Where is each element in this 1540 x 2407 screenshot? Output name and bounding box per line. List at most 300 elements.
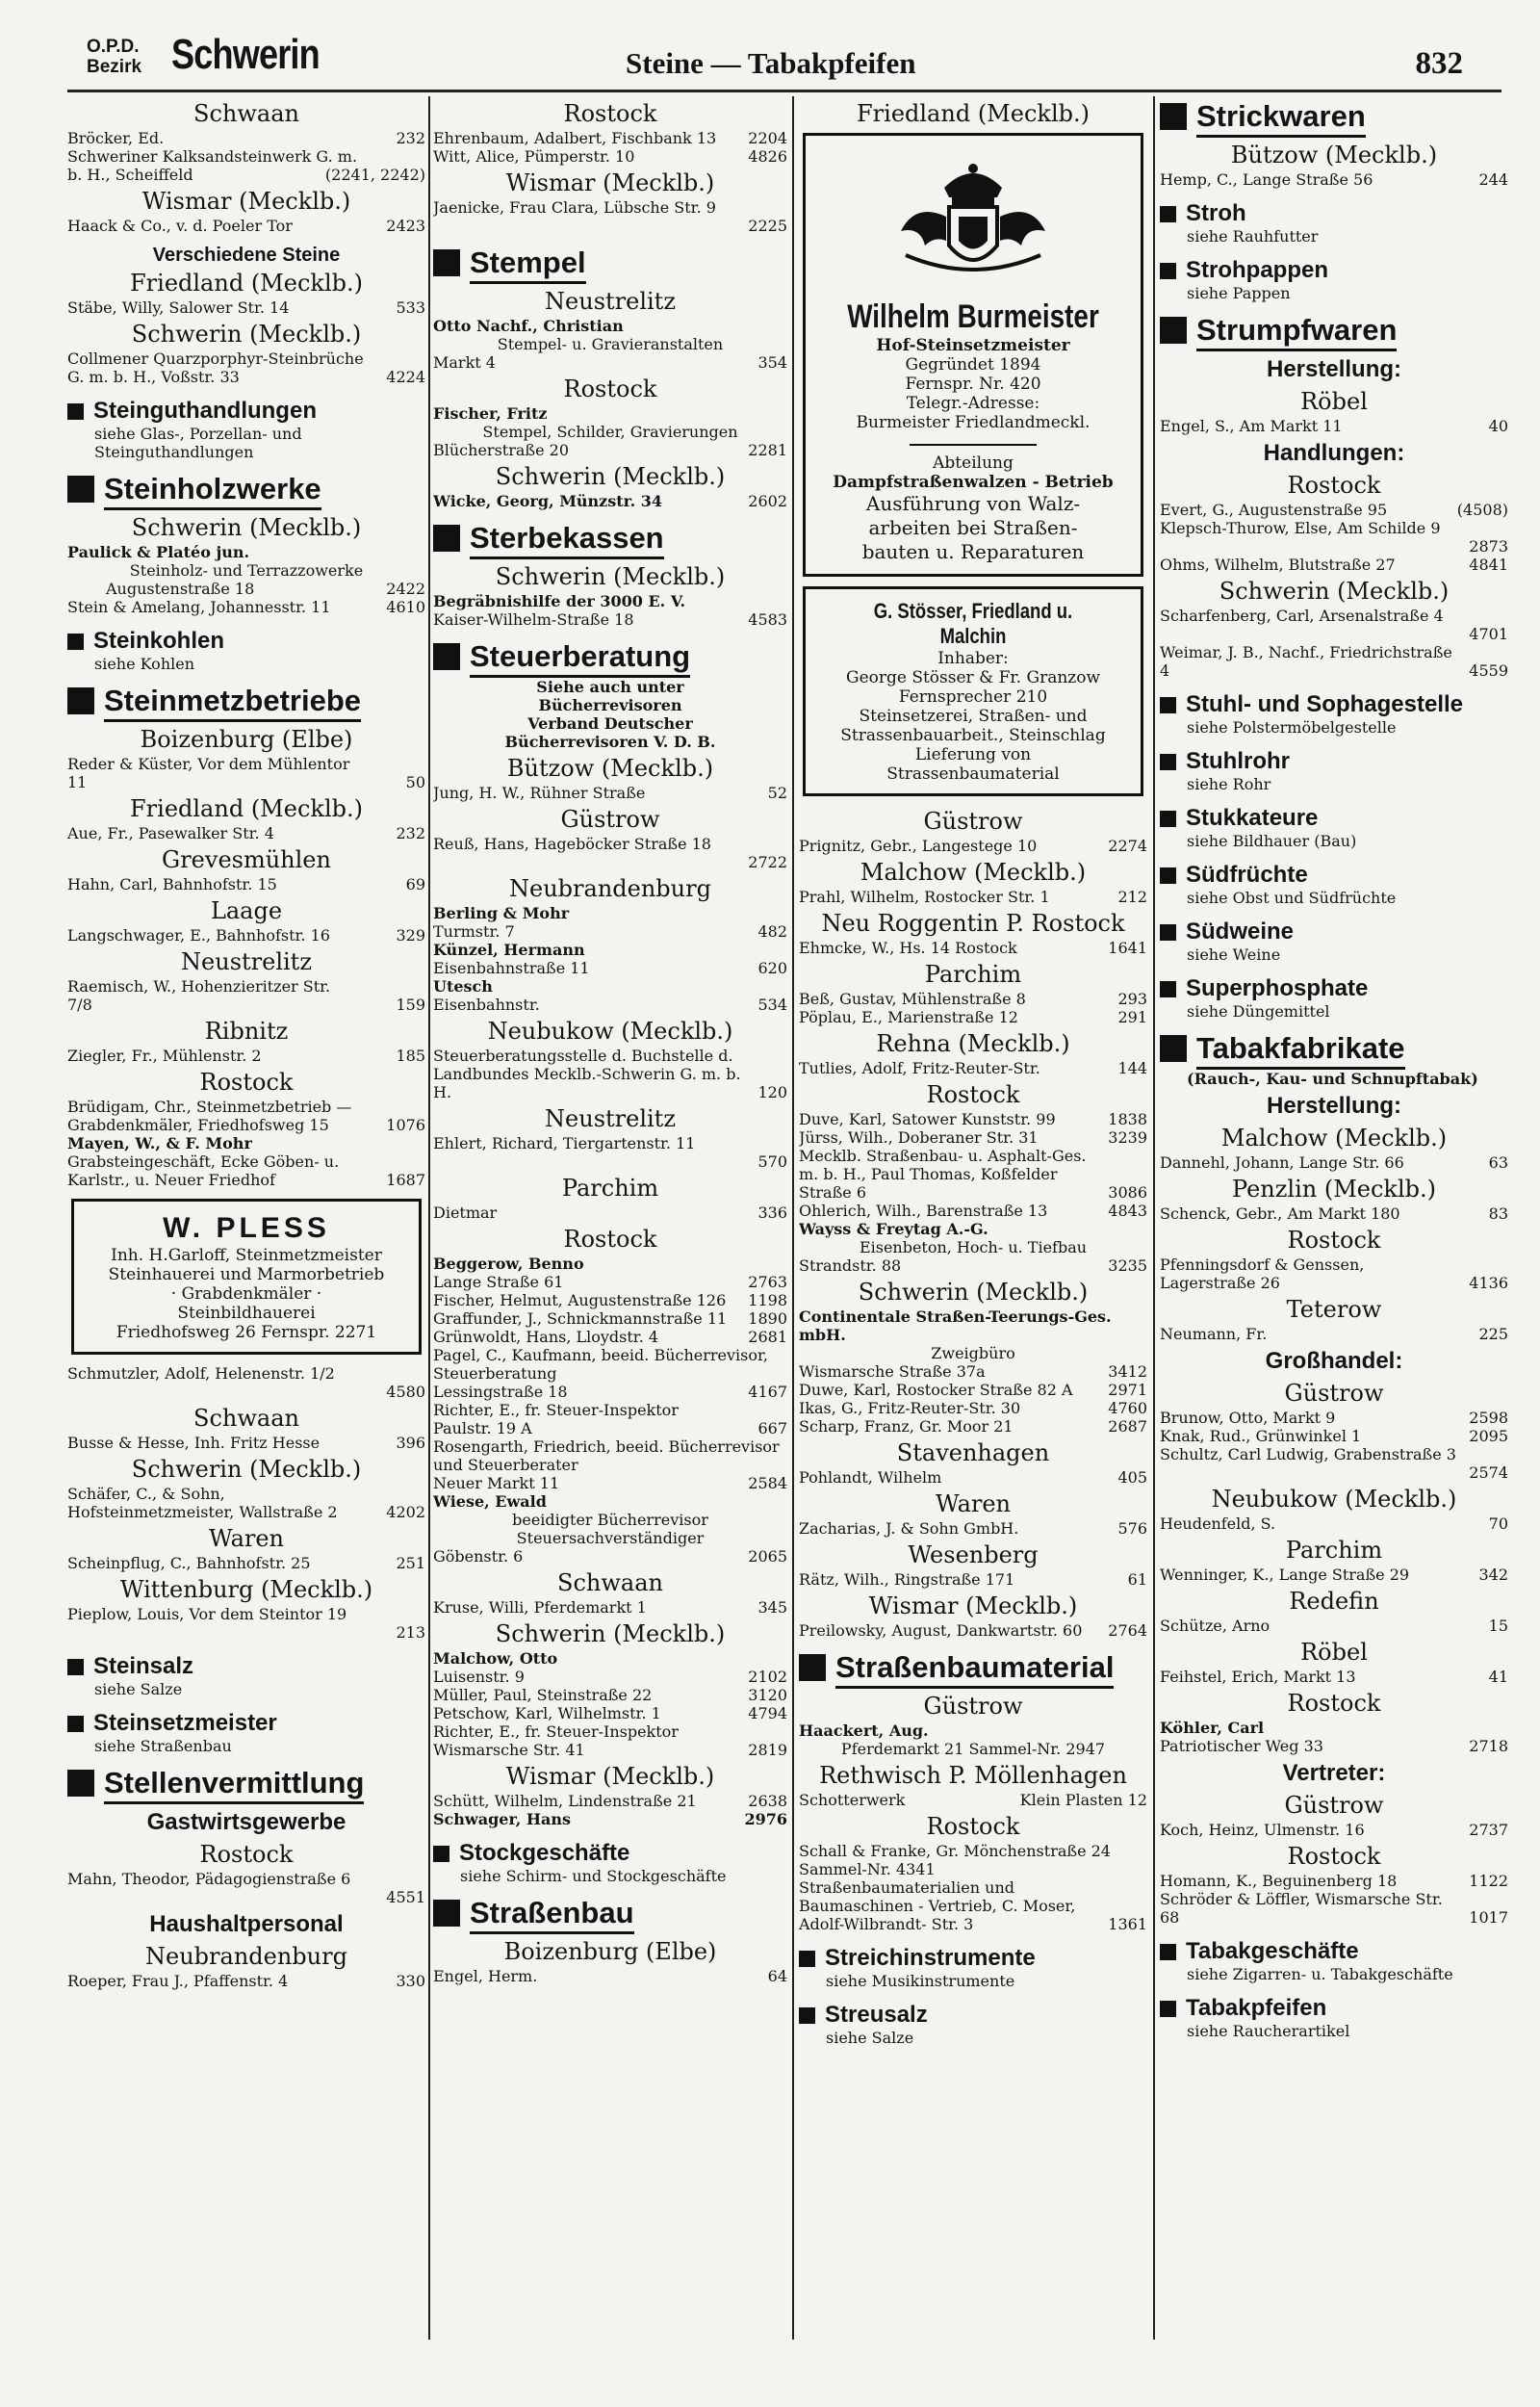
ad-line: Lieferung von (914, 745, 1032, 764)
location-heading: Güstrow (560, 806, 660, 833)
bullet-square-icon (67, 1659, 84, 1675)
listing-detail: beeidigter Bücherrevisor (512, 1511, 708, 1529)
category-heading: Strumpfwaren (1160, 314, 1508, 351)
location-heading: Schwerin (Mecklb.) (495, 463, 726, 490)
cross-reference: siehe Düngemittel (1187, 1002, 1330, 1021)
ad-line: · Grabdenkmäler · (170, 1284, 322, 1304)
location-heading: Teterow (1286, 1296, 1382, 1323)
listing-detail: Steuersachverständiger (516, 1529, 705, 1547)
category-heading: Strohpappen (1160, 257, 1508, 284)
listing-entry: Knak, Rud., Grünwinkel 1 2095 (1160, 1427, 1508, 1445)
page-header (67, 33, 1502, 92)
listing-entry: Engel, S., Am Markt 11 40 (1160, 417, 1508, 435)
location-heading: Schwaan (193, 1405, 299, 1432)
cross-reference: siehe Salze (94, 1680, 183, 1698)
location-heading: Schwerin (Mecklb.) (131, 1456, 362, 1483)
listing-entry: Heudenfeld, S. 70 (1160, 1514, 1508, 1533)
listing-entry: Neumann, Fr. 225 (1160, 1325, 1508, 1343)
listing-entry: Wismarsche Str. 41 2819 (433, 1741, 787, 1759)
category-heading: Südweine (1160, 919, 1508, 945)
location-heading: Schwerin (Mecklb.) (131, 321, 362, 348)
location-heading: Rostock (926, 1813, 1020, 1840)
listing-entry: Scharp, Franz, Gr. Moor 21 2687 (799, 1417, 1147, 1436)
ad-line: Inh. H.Garloff, Steinmetzmeister (111, 1246, 382, 1265)
listing-entry: Duwe, Karl, Rostocker Straße 82 A 2971 (799, 1381, 1147, 1399)
page-number: 832 (1415, 46, 1463, 81)
listing-entry: Brunow, Otto, Markt 9 2598 (1160, 1409, 1508, 1427)
listing-entry: Rosengarth, Friedrich, beeid. Bücherrevisor und Steuerberater (433, 1437, 780, 1474)
category-heading: Tabakfabrikate (1160, 1032, 1508, 1070)
listing-entry: Reder & Küster, Vor dem Mühlentor (67, 755, 350, 773)
listing-number: 2873 (1469, 537, 1508, 556)
cross-reference: siehe Pappen (1187, 284, 1291, 302)
subcategory-heading: Herstellung: (1266, 356, 1401, 382)
listing-entry: Schweriner Kalksandsteinwerk G. m. (67, 147, 358, 166)
listing-entry: Begräbnishilfe der 3000 E. V. (433, 592, 686, 610)
bullet-square-icon (799, 2007, 815, 2024)
listing-entry: Engel, Herm. 64 (433, 1967, 787, 1985)
location-heading: Rostock (1287, 1227, 1381, 1254)
subcategory-heading: Großhandel: (1265, 1348, 1403, 1374)
location-heading: Rethwisch P. Möllenhagen (819, 1762, 1127, 1789)
listing-entry: Wayss & Freytag A.-G. (799, 1220, 988, 1238)
district-line-1: O.P.D. (87, 37, 140, 57)
ad-line: Telegr.-Adresse: (906, 394, 1040, 413)
column-rule (1153, 96, 1155, 2340)
advertisement-stoesser (803, 586, 1143, 796)
listing-entry: Wismarsche Straße 37a 3412 (799, 1362, 1147, 1381)
listing-number: 2225 (748, 217, 787, 235)
ad-line: Steinhauerei und Marmorbetrieb (108, 1265, 385, 1284)
bullet-square-icon (799, 1951, 815, 1967)
category-heading: Streichinstrumente (799, 1945, 1147, 1972)
listing-entry: Blücherstraße 20 2281 (433, 441, 787, 459)
bullet-square-icon (1160, 924, 1176, 941)
ad-line: Gegründet 1894 (905, 355, 1041, 375)
ad-line: arbeiten bei Straßen- (868, 516, 1078, 539)
listing-entry: Schenck, Gebr., Am Markt 180 83 (1160, 1204, 1508, 1223)
listing-entry: Petschow, Karl, Wilhelmstr. 1 4794 (433, 1704, 787, 1722)
listing-entry: Künzel, Hermann (433, 941, 585, 959)
listing-entry: Haackert, Aug. (799, 1721, 929, 1740)
category-heading: Straßenbaumaterial (799, 1651, 1147, 1689)
listing-entry: Wenninger, K., Lange Straße 29 342 (1160, 1566, 1508, 1584)
listing-entry: Luisenstr. 9 2102 (433, 1668, 787, 1686)
listing-entry: Augustenstraße 18 2422 (106, 580, 425, 598)
listing-entry: Eisenbahnstr. 534 (433, 996, 787, 1014)
ad-line: Abteilung (933, 453, 1014, 473)
bullet-square-icon (433, 1846, 449, 1862)
listing-entry: Ehmcke, W., Hs. 14 Rostock 1641 (799, 939, 1147, 957)
ad-line: George Stösser & Fr. Granzow (845, 668, 1101, 687)
location-heading: Neustrelitz (545, 1105, 676, 1132)
listing-entry: Feihstel, Erich, Markt 13 41 (1160, 1668, 1508, 1686)
listing-entry: Aue, Fr., Pasewalker Str. 4 232 (67, 824, 425, 842)
listing-entry: b. H., Scheiffeld (2241, 2242) (67, 166, 425, 184)
listing-entry: Fischer, Helmut, Augustenstraße 126 1198 (433, 1291, 787, 1309)
listing-entry: Mahn, Theodor, Pädagogienstraße 6 (67, 1870, 351, 1888)
advertisement-pless (71, 1199, 422, 1355)
category-heading: Sterbekassen (433, 522, 787, 559)
listing-entry: Scheinpflug, C., Bahnhofstr. 25 251 (67, 1554, 425, 1572)
ad-line: Strassenbauarbeit., Steinschlag (840, 726, 1106, 745)
location-heading: Röbel (1300, 1639, 1368, 1666)
listing-detail: Steinholz- und Terrazzowerke (129, 561, 364, 580)
listing-entry: Schall & Franke, Gr. Mönchenstraße 24 Sammel-Nr. 4341 (799, 1842, 1111, 1878)
column-3 (799, 96, 1147, 2388)
listing-entry: Wiese, Ewald (433, 1492, 547, 1511)
coat-of-arms-icon (877, 149, 1069, 294)
listing-entry: Utesch (433, 977, 493, 996)
listing-entry: Hemp, C., Lange Straße 56 244 (1160, 170, 1508, 189)
listing-entry: Pohlandt, Wilhelm 405 (799, 1468, 1147, 1487)
bullet-square-icon (1160, 754, 1176, 770)
listing-entry: Markt 4 354 (433, 353, 787, 372)
listing-entry: Schütze, Arno 15 (1160, 1617, 1508, 1635)
listing-entry: Schwager, Hans 2976 (433, 1810, 787, 1828)
listing-detail: Stempel, Schilder, Gravierungen (482, 423, 738, 441)
listing-entry: Jaenicke, Frau Clara, Lübsche Str. 9 (433, 198, 716, 217)
listing-entry: Grünwoldt, Hans, Lloydstr. 4 2681 (433, 1328, 787, 1346)
listing-entry: Paulick & Platéo jun. (67, 543, 250, 561)
location-heading: Bützow (Mecklb.) (506, 755, 714, 782)
location-heading: Waren (935, 1490, 1012, 1517)
listing-entry: Mecklb. Straßenbau- u. Asphalt-Ges. m. b. H., Paul Thomas, Koßfelder Straße 6 3086 (799, 1147, 1147, 1202)
listing-entry: Beggerow, Benno (433, 1255, 584, 1273)
listing-entry: Schotterwerk Klein Plasten 12 (799, 1791, 1147, 1809)
listing-entry: Schröder & Löffler, Wismarsche Str. 68 1017 (1160, 1890, 1508, 1927)
ad-line: Friedhofsweg 26 Fernspr. 2271 (116, 1323, 377, 1342)
location-heading: Penzlin (Mecklb.) (1232, 1176, 1436, 1203)
category-heading: Steinguthandlungen (67, 398, 425, 425)
listing-entry: Köhler, Carl (1160, 1719, 1265, 1737)
bullet-square-icon (433, 643, 460, 670)
listing-entry: Richter, E., fr. Steuer-Inspektor (433, 1401, 679, 1419)
cross-reference: siehe Rohr (1187, 775, 1271, 793)
bullet-square-icon (67, 476, 94, 503)
category-heading: Streusalz (799, 2002, 1147, 2029)
location-heading: Neubrandenburg (509, 875, 711, 902)
listing-detail: Pferdemarkt 21 Sammel-Nr. 2947 (840, 1740, 1106, 1758)
listing-entry: Tutlies, Adolf, Fritz-Reuter-Str. 144 (799, 1059, 1147, 1077)
listing-entry: Roeper, Frau J., Pfaffenstr. 4 330 (67, 1972, 425, 1990)
column-rule (428, 96, 430, 2340)
listing-entry: Schmutzler, Adolf, Helenenstr. 1/2 (67, 1364, 335, 1383)
column-4 (1160, 96, 1508, 2388)
listing-number: 213 (396, 1623, 425, 1642)
listing-detail: Eisenbeton, Hoch- u. Tiefbau (859, 1238, 1088, 1256)
category-heading: Stuhlrohr (1160, 748, 1508, 775)
listing-entry: Rätz, Wilh., Ringstraße 171 61 (799, 1570, 1147, 1589)
listing-entry: Zacharias, J. & Sohn GmbH. 576 (799, 1519, 1147, 1538)
location-heading: Friedland (Mecklb.) (130, 795, 363, 822)
subcategory-heading: Haushaltpersonal (149, 1911, 344, 1937)
cross-reference: siehe Weine (1187, 945, 1281, 964)
listing-entry: Kaiser-Wilhelm-Straße 18 4583 (433, 610, 787, 629)
bullet-square-icon (1160, 867, 1176, 884)
listing-entry: Pagel, C., Kaufmann, beeid. Bücherrevisor, Steuerberatung (433, 1346, 768, 1383)
listing-entry: Steuerberatungsstelle d. Buchstelle d. Landbundes Mecklb.-Schwerin G. m. b. H. 120 (433, 1047, 787, 1101)
ad-line: Fernspr. Nr. 420 (905, 375, 1041, 394)
bullet-square-icon (1160, 2001, 1176, 2017)
listing-number: 4551 (386, 1888, 425, 1906)
location-heading: Rostock (563, 375, 657, 402)
bullet-square-icon (433, 1900, 460, 1927)
cross-reference: siehe Zigarren- u. Tabakgeschäfte (1187, 1965, 1453, 1983)
subcategory-heading: Verschiedene Steine (152, 245, 341, 266)
ad-line: Steinbildhauerei (177, 1304, 316, 1323)
category-heading: Steinmetzbetriebe (67, 685, 425, 722)
listing-entry: Strandstr. 88 3235 (799, 1256, 1147, 1275)
listing-entry: Jung, H. W., Rühner Straße 52 (433, 784, 787, 802)
listing-entry: Busse & Hesse, Inh. Fritz Hesse 396 (67, 1434, 425, 1452)
listing-entry: Ehrenbaum, Adalbert, Fischbank 13 2204 (433, 129, 787, 147)
location-heading: Rostock (563, 100, 657, 127)
subcategory-heading: Gastwirtsgewerbe (146, 1809, 346, 1835)
bullet-square-icon (433, 249, 460, 276)
listing-entry: Ikas, G., Fritz-Reuter-Str. 30 4760 (799, 1399, 1147, 1417)
category-heading: Superphosphate (1160, 975, 1508, 1002)
bullet-square-icon (1160, 263, 1176, 279)
listing-entry: Grabsteingeschäft, Ecke Göben- u. Karlstr., u. Neuer Friedhof 1687 (67, 1152, 425, 1189)
listing-entry: Ohms, Wilhelm, Blutstraße 27 4841 (1160, 556, 1508, 574)
cross-reference: Bücherrevisoren (538, 696, 682, 714)
cross-reference: siehe Musikinstrumente (826, 1972, 1015, 1990)
location-heading: Ribnitz (204, 1018, 289, 1045)
bullet-square-icon (67, 1770, 94, 1797)
cross-reference: siehe Salze (826, 2029, 914, 2047)
listing-entry: Pöplau, E., Marienstraße 12 291 (799, 1008, 1147, 1026)
listing-entry: Schultz, Carl Ludwig, Grabenstraße 3 (1160, 1445, 1456, 1463)
category-heading: Tabakpfeifen (1160, 1995, 1508, 2022)
listing-entry: Müller, Paul, Steinstraße 22 3120 (433, 1686, 787, 1704)
location-heading: Neu Roggentin P. Rostock (821, 910, 1125, 937)
listing-entry: Koch, Heinz, Ulmenstr. 16 2737 (1160, 1821, 1508, 1839)
location-heading: Friedland (Mecklb.) (857, 100, 1090, 127)
category-heading: Tabakgeschäfte (1160, 1938, 1508, 1965)
location-heading: Güstrow (1284, 1792, 1384, 1819)
cross-reference: (Rauch-, Kau- und Schnupftabak) (1187, 1070, 1478, 1088)
location-heading: Waren (208, 1525, 285, 1552)
location-heading: Schwerin (Mecklb.) (1219, 578, 1450, 605)
location-heading: Schwerin (Mecklb.) (495, 563, 726, 590)
ad-line: Hof-Steinsetzmeister (876, 336, 1070, 355)
category-heading: Steinkohlen (67, 628, 425, 655)
cross-reference: siehe Rauhfutter (1187, 227, 1319, 246)
listing-entry: Straßenbaumaterialien und Baumaschinen - Vertrieb, C. Moser, Adolf-Wilbrandt- Str. 3 1361 (799, 1878, 1147, 1933)
location-heading: Neubrandenburg (145, 1943, 347, 1970)
location-heading: Friedland (Mecklb.) (130, 270, 363, 297)
cross-reference: siehe Schirm- und Stockgeschäfte (460, 1867, 727, 1885)
bullet-square-icon (433, 525, 460, 552)
listing-entry: Reuß, Hans, Hageböcker Straße 18 (433, 835, 711, 853)
category-heading: Steinsetzmeister (67, 1710, 425, 1737)
bullet-square-icon (1160, 206, 1176, 222)
location-heading: Malchow (Mecklb.) (1220, 1125, 1448, 1152)
listing-entry: Beß, Gustav, Mühlenstraße 8 293 (799, 990, 1147, 1008)
location-heading: Rostock (926, 1081, 1020, 1108)
cross-reference: Siehe auch unter (536, 678, 684, 696)
listing-entry: Schütt, Wilhelm, Lindenstraße 21 2638 (433, 1792, 787, 1810)
page-range-title: Steine — Tabakpfeifen (626, 46, 916, 80)
district-city: Schwerin (171, 31, 320, 78)
category-heading: Stukkateure (1160, 805, 1508, 832)
listing-entry: Graffunder, J., Schnickmannstraße 11 1890 (433, 1309, 787, 1328)
location-heading: Neubukow (Mecklb.) (487, 1018, 733, 1045)
location-heading: Stavenhagen (896, 1439, 1050, 1466)
listing-entry: Duve, Karl, Satower Kunststr. 99 1838 (799, 1110, 1147, 1128)
location-heading: Grevesmühlen (162, 846, 331, 873)
location-heading: Röbel (1300, 388, 1368, 415)
listing-detail: Zweigbüro (931, 1344, 1015, 1362)
listing-entry: Lessingstraße 18 4167 (433, 1383, 787, 1401)
ad-line: Burmeister Friedlandmeckl. (856, 413, 1091, 432)
ad-line: Inhaber: (937, 649, 1009, 668)
subcategory-heading: Herstellung: (1266, 1093, 1401, 1119)
ad-company-name: G. Stösser, Friedland u. Malchin (873, 599, 1073, 648)
listing-entry: Ziegler, Fr., Mühlenstr. 2 185 (67, 1047, 425, 1065)
category-heading: Stempel (433, 246, 787, 284)
listing-entry: Wicke, Georg, Münzstr. 34 2602 (433, 492, 787, 510)
category-heading: Südfrüchte (1160, 862, 1508, 889)
cross-reference: siehe Obst und Südfrüchte (1187, 889, 1397, 907)
listing-entry: Schäfer, C., & Sohn, Hofsteinmetzmeister, Wallstraße 2 4202 (67, 1485, 425, 1521)
location-heading: Wismar (Mecklb.) (505, 1763, 715, 1790)
advertisement-burmeister (803, 133, 1143, 577)
location-heading: Parchim (561, 1175, 659, 1202)
category-heading: Stuhl- und Sophagestelle (1160, 691, 1508, 718)
listing-entry: Hahn, Carl, Bahnhofstr. 15 69 (67, 875, 425, 893)
listing-entry: Raemisch, W., Hohenzieritzer Str. (67, 977, 331, 996)
location-heading: Wismar (Mecklb.) (505, 169, 715, 196)
bullet-square-icon (1160, 697, 1176, 713)
ad-line: bauten u. Reparaturen (861, 540, 1085, 563)
column-1 (67, 96, 425, 2388)
listing-entry: Preilowsky, August, Dankwartstr. 60 2764 (799, 1621, 1147, 1640)
bullet-square-icon (67, 403, 84, 420)
location-heading: Schwerin (Mecklb.) (858, 1279, 1089, 1306)
listing-entry: Haack & Co., v. d. Poeler Tor 2423 (67, 217, 425, 235)
location-heading: Rostock (1287, 472, 1381, 499)
bullet-square-icon (1160, 981, 1176, 997)
location-heading: Rostock (1287, 1843, 1381, 1870)
location-heading: Malchow (Mecklb.) (860, 859, 1087, 886)
location-heading: Boizenburg (Elbe) (140, 726, 353, 753)
listing-entry: Stäbe, Willy, Salower Str. 14 533 (67, 298, 425, 317)
column-rule (792, 96, 794, 2340)
listing-entry: Prahl, Wilhelm, Rostocker Str. 1 212 (799, 888, 1147, 906)
listing-entry: Stein & Amelang, Johannesstr. 11 4610 (67, 598, 425, 616)
listing-entry: Kruse, Willi, Pferdemarkt 1 345 (433, 1598, 787, 1617)
listing-entry: Mayen, W., & F. Mohr (67, 1134, 252, 1152)
listing-entry: Neuer Markt 11 2584 (433, 1474, 787, 1492)
listing-number: 4701 (1469, 625, 1508, 643)
location-heading: Wismar (Mecklb.) (141, 188, 351, 215)
listing-entry: Richter, E., fr. Steuer-Inspektor (433, 1722, 679, 1741)
location-heading: Parchim (1285, 1537, 1383, 1564)
listing-number: 4580 (386, 1383, 425, 1401)
location-heading: Neustrelitz (181, 948, 312, 975)
subcategory-heading: Handlungen: (1263, 440, 1405, 466)
location-heading: Neubukow (Mecklb.) (1211, 1486, 1457, 1513)
listing-entry: Pfenningsdorf & Genssen, Lagerstraße 26 4136 (1160, 1255, 1508, 1292)
listing-entry: Weimar, J. B., Nachf., Friedrichstraße 4 4559 (1160, 643, 1508, 680)
cross-reference: siehe Glas-, Porzellan- und Steinguthandlungen (94, 425, 302, 461)
ad-company-name: W. PLESS (163, 1212, 330, 1244)
listing-entry: Turmstr. 7 482 (433, 922, 787, 941)
location-heading: Boizenburg (Elbe) (503, 1938, 717, 1965)
listing-entry: Klepsch-Thurow, Else, Am Schilde 9 (1160, 519, 1441, 537)
listing-entry: G. m. b. H., Voßstr. 33 4224 (67, 368, 425, 386)
bullet-square-icon (67, 634, 84, 650)
category-heading: Steuerberatung (433, 640, 787, 678)
listing-entry: Göbenstr. 6 2065 (433, 1547, 787, 1566)
bullet-square-icon (67, 687, 94, 714)
category-heading: Steinsalz (67, 1653, 425, 1680)
bullet-square-icon (1160, 103, 1187, 130)
listing-entry: Dietmar 336 (433, 1204, 787, 1222)
ad-line: Steinsetzerei, Straßen- und (859, 707, 1088, 726)
bullet-square-icon (1160, 811, 1176, 827)
category-heading: Strickwaren (1160, 100, 1508, 138)
bullet-square-icon (1160, 1035, 1187, 1062)
location-heading: Wittenburg (Mecklb.) (119, 1576, 373, 1603)
location-heading: Wesenberg (908, 1541, 1039, 1568)
category-heading: Stroh (1160, 200, 1508, 227)
cross-reference: siehe Kohlen (94, 655, 195, 673)
ad-line: Strassenbaumaterial (886, 764, 1060, 784)
subcategory-heading: Vertreter: (1282, 1760, 1386, 1786)
category-heading: Stellenvermittlung (67, 1767, 425, 1804)
listing-entry: Pieplow, Louis, Vor dem Steintor 19 (67, 1605, 347, 1623)
location-heading: Güstrow (923, 1693, 1023, 1720)
listing-entry: Evert, G., Augustenstraße 95 (4508) (1160, 501, 1508, 519)
location-heading: Rostock (1287, 1690, 1381, 1717)
location-heading: Bützow (Mecklb.) (1230, 142, 1438, 168)
bullet-square-icon (1160, 317, 1187, 344)
category-heading: Steinholzwerke (67, 473, 425, 510)
listing-entry: Lange Straße 61 2763 (433, 1273, 787, 1291)
listing-entry: Continentale Straßen-Teerungs-Ges. mbH. (799, 1307, 1112, 1344)
listing-entry: Berling & Mohr (433, 904, 570, 922)
bullet-square-icon (67, 1716, 84, 1732)
location-heading: Parchim (924, 961, 1022, 988)
location-heading: Schwaan (557, 1569, 663, 1596)
listing-entry: Brüdigam, Chr., Steinmetzbetrieb — Grabdenkmäler, Friedhofsweg 15 1076 (67, 1098, 425, 1134)
listing-entry: Ohlerich, Wilh., Barenstraße 13 4843 (799, 1202, 1147, 1220)
location-heading: Rostock (199, 1841, 294, 1868)
listing-entry: Ehlert, Richard, Tiergartenstr. 11 (433, 1134, 696, 1152)
listing-entry: Prignitz, Gebr., Langestege 10 2274 (799, 837, 1147, 855)
ad-line: Fernsprecher 210 (898, 687, 1048, 707)
listing-entry: Otto Nachf., Christian (433, 317, 624, 335)
location-heading: Schwerin (Mecklb.) (495, 1620, 726, 1647)
location-heading: Güstrow (923, 808, 1023, 835)
cross-reference: Verband Deutscher (527, 714, 693, 733)
listing-entry: Malchow, Otto (433, 1649, 558, 1668)
location-heading: Schwerin (Mecklb.) (131, 514, 362, 541)
listing-number: 2574 (1469, 1463, 1508, 1482)
location-heading: Rostock (563, 1226, 657, 1253)
listing-entry: Dannehl, Johann, Lange Str. 66 63 (1160, 1153, 1508, 1172)
listing-entry: Collmener Quarzporphyr-Steinbrüche (67, 349, 364, 368)
listing-entry: Eisenbahnstraße 11 620 (433, 959, 787, 977)
listing-entry: 11 50 (67, 773, 425, 791)
location-heading: Redefin (1289, 1588, 1379, 1615)
district-line-2: Bezirk (87, 57, 142, 77)
listing-detail: Stempel- u. Gravieranstalten (497, 335, 724, 353)
location-heading: Güstrow (1284, 1380, 1384, 1407)
